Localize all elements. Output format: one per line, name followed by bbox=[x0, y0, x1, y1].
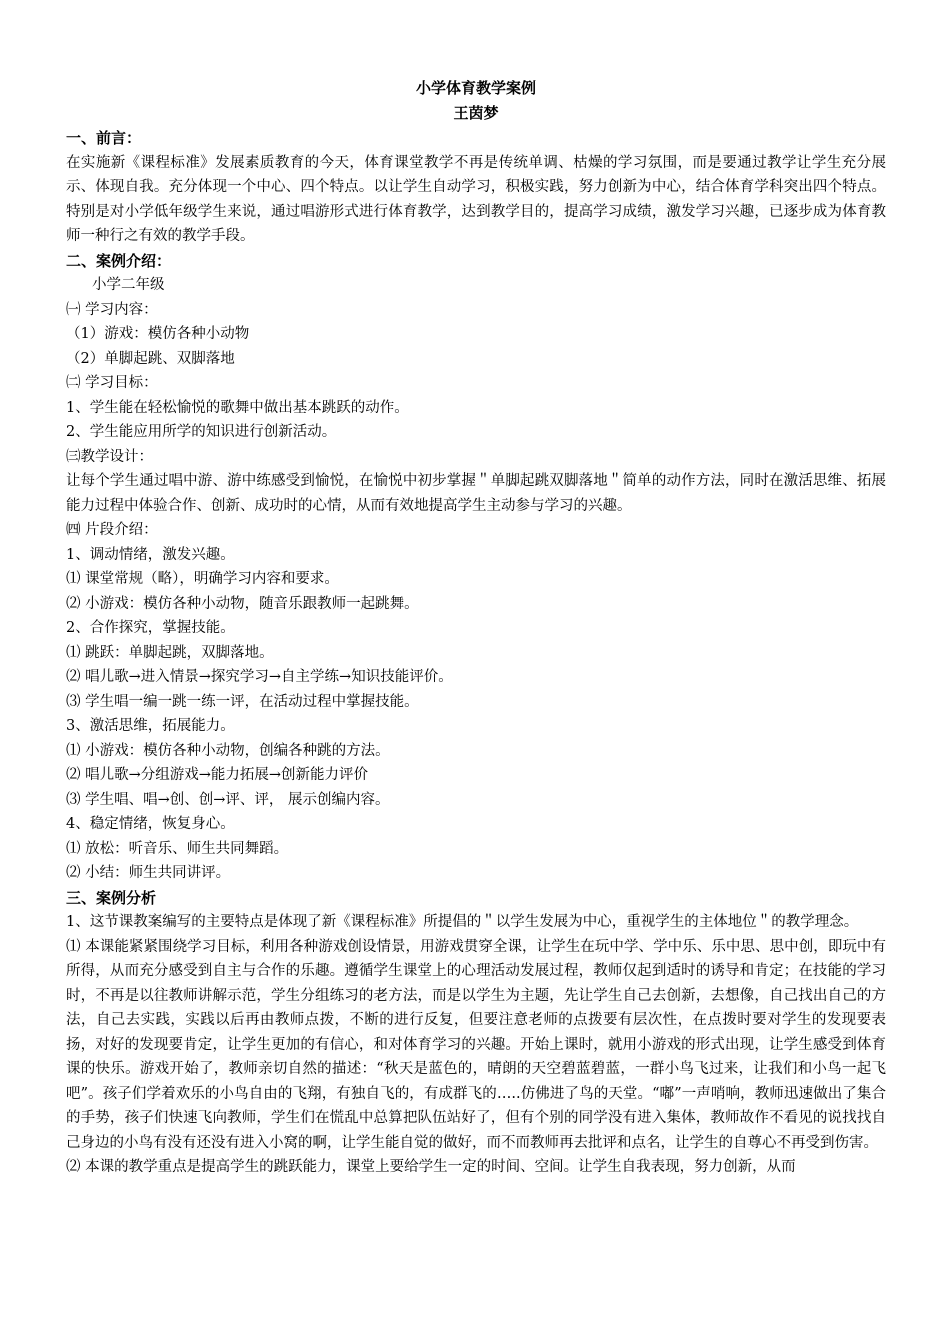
text-line: 3、激活思维，拓展能力。 bbox=[66, 718, 235, 734]
text-line: ⑵ 小结：师生共同讲评。 bbox=[66, 865, 231, 881]
text-line: （1）游戏：模仿各种小动物 bbox=[66, 326, 250, 342]
text-line: 2、合作探究，掌握技能。 bbox=[66, 620, 235, 636]
document-body bbox=[66, 76, 886, 1180]
author-name: 王茵梦 bbox=[453, 104, 499, 122]
text-line: ⑵ 唱儿歌→进入情景→探究学习→自主学练→知识技能评价。 bbox=[66, 669, 453, 685]
analysis-paragraph-2: ⑴ 本课能紧紧围绕学习目标，利用各种游戏创设情景，用游戏贯穿全课，让学生在玩中学、学中乐、乐中思、思中创，即玩中有所得，从而充分感受到自主与合作的乐趣。遵循学生课堂上的心理活动发展过程，教师仅起到适时的诱导和肯定；在技能的学习时，不再是以往教师讲解示范，学生分组练习的老方法，而是以学生为主题，先让学生自己去创新，去想像，自己找出自己的方法，自己去实践，实践以后再由教师点拨，不断的进行反复，但要注意老师的点拨要有层次性，在点拨时要对学生的发现要表扬，对好的发现要肯定，让学生更加的有信心，和对体育学习的兴趣。开始上课时，就用小游戏的形式出现，让学生感受到体育课的快乐。游戏开始了，教师亲切自然的描述：“秋天是蓝色的，晴朗的天空碧蓝碧蓝，一群小鸟飞过来，让我们和小鸟一起飞吧”。孩子们学着欢乐的小鸟自由的飞翔，有独自飞的，有成群飞的…..仿佛进了鸟的天堂。“嘟”一声哨响，教师迅速做出了集合的手势，孩子们快速飞向教师，学生们在慌乱中总算把队伍站好了，但有个别的同学没有进入集体，教师故作不看见的说找找自己身边的小鸟有没有还没有进入小窝的啊，让学生能自觉的做好，而不而教师再去批评和点名，让学生的自尊心不再受到伤害。 bbox=[66, 938, 886, 1151]
text-line: ㈣ 片段介绍： bbox=[66, 522, 158, 538]
text-line: ⑴ 课堂常规（略），明确学习内容和要求。 bbox=[66, 571, 339, 587]
section-heading-preface: 一、前言： bbox=[66, 129, 142, 147]
text-line: ⑵ 小游戏：模仿各种小动物，随音乐跟教师一起跳舞。 bbox=[66, 595, 419, 612]
text-line: ⑶ 学生唱一编一跳一练一评，在活动过程中掌握技能。 bbox=[66, 693, 419, 710]
text-line: ⑵ 唱儿歌→分组游戏→能力拓展→创新能力评价 bbox=[66, 767, 369, 783]
text-line: ⑴ 放松：听音乐、师生共同舞蹈。 bbox=[66, 840, 289, 857]
section-heading-case-intro: 二、案例介绍： bbox=[66, 251, 172, 270]
analysis-paragraph-1: 1、这节课教案编写的主要特点是体现了新《课程标准》所提倡的＂以学生发展为中心，重视学生的主体地位＂的教学理念。 bbox=[66, 914, 859, 930]
text-line: ㈡ 学习目标： bbox=[66, 375, 158, 391]
text-line: 1、学生能在轻松愉悦的歌舞中做出基本跳跃的动作。 bbox=[66, 399, 409, 416]
design-paragraph: 让每个学生通过唱中游、游中练感受到愉悦，在愉悦中初步掌握＂单脚起跳双脚落地＂简单的动作方法，同时在激活思维、拓展能力过程中体验合作、创新、成功时的心情，从而有效地提高学生主动参与学习的兴趣。 bbox=[66, 473, 886, 514]
section-heading-analysis: 三、案例分析 bbox=[66, 888, 157, 907]
text-line: 1、调动情绪，激发兴趣。 bbox=[66, 546, 235, 563]
document-title: 小学体育教学案例 bbox=[415, 79, 536, 97]
text-line: ⑴ 跳跃：单脚起跳，双脚落地。 bbox=[66, 644, 274, 661]
grade-line: 小学二年级 bbox=[92, 277, 165, 293]
text-line: ㈠ 学习内容： bbox=[66, 301, 158, 318]
text-line: ⑴ 小游戏：模仿各种小动物，创编各种跳的方法。 bbox=[66, 742, 390, 759]
analysis-paragraph-3: ⑵ 本课的教学重点是提高学生的跳跃能力，课堂上要给学生一定的时间、空间。让学生自我表现，努力创新，从而 bbox=[66, 1159, 796, 1175]
preface-paragraph: 在实施新《课程标准》发展素质教育的今天，体育课堂教学不再是传统单调、枯燥的学习氛围，而是要通过教学让学生充分展示、体现自我。充分体现一个中心、四个特点。以让学生自动学习，积极实践，努力创新为中心，结合体育学科突出四个特点。特别是对小学低年级学生来说，通过唱游形式进行体育教学，达到教学目的，提高学习成绩，激发学习兴趣，已逐步成为体育教师一种行之有效的教学手段。 bbox=[66, 154, 886, 244]
text-line: （2）单脚起跳、双脚落地 bbox=[66, 350, 235, 367]
text-line: ⑶ 学生唱、唱→创、创→评、评， 展示创编内容。 bbox=[66, 791, 390, 808]
text-line: ㈢教学设计： bbox=[66, 448, 153, 465]
text-line: 2、学生能应用所学的知识进行创新活动。 bbox=[66, 424, 337, 440]
text-line: 4、稳定情绪，恢复身心。 bbox=[66, 816, 235, 832]
